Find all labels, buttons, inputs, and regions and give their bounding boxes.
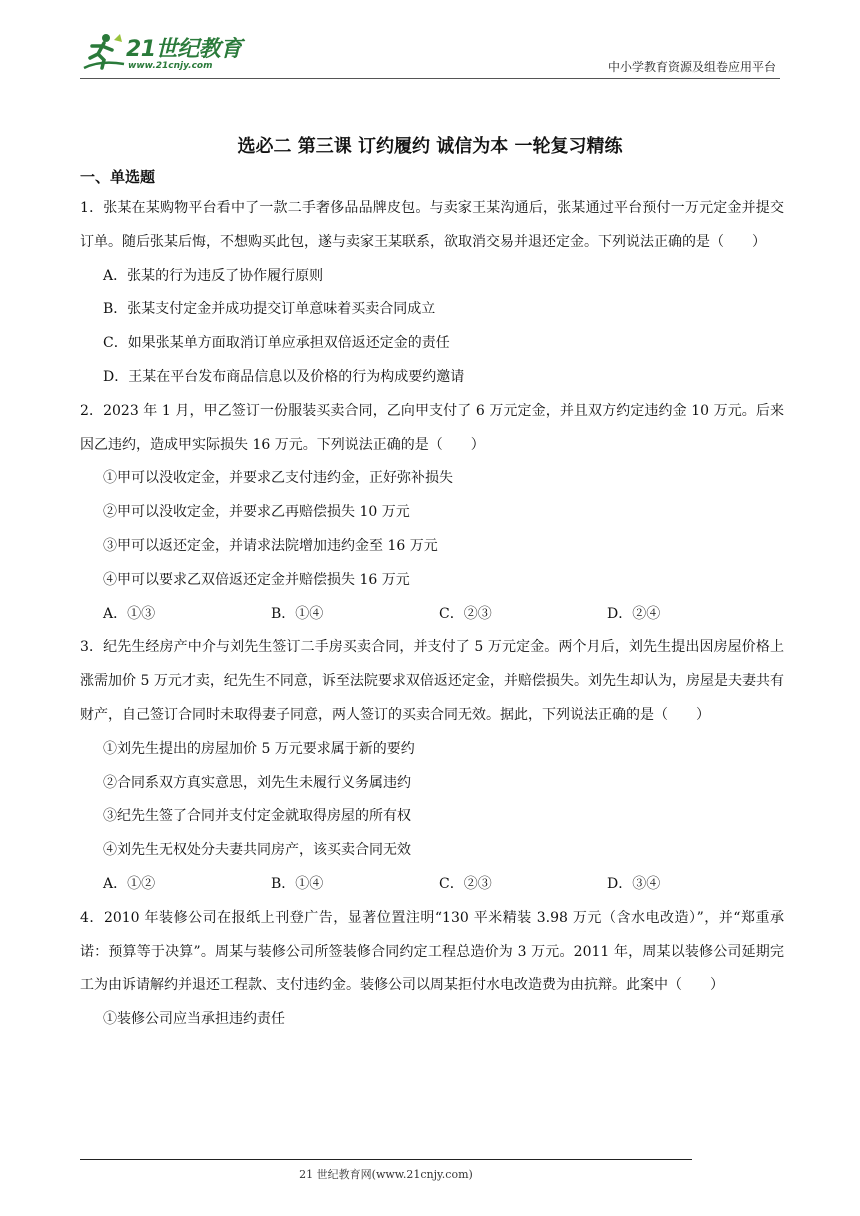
question-2-choice-b: B．①④ <box>271 605 324 622</box>
question-3-statement-3: ③纪先生签了合同并支付定金就取得房屋的所有权 <box>103 808 411 825</box>
question-list <box>80 192 784 1037</box>
question-2-statement-4: ④甲可以要求乙双倍返还定金并赔偿损失 16 万元 <box>103 571 410 588</box>
question-1-option-a: A．张某的行为违反了协作履行原则 <box>103 267 324 284</box>
question-3-choices <box>80 868 784 902</box>
question-1-stem: 1．张某在某购物平台看中了一款二手奢侈品品牌皮包。与卖家王某沟通后，张某通过平台预付一万元定金并提交订单。随后张某后悔，不想购买此包，遂与卖家王某联系，欲取消交易并退还定金。下列说法正确的是（ ） <box>80 200 784 250</box>
question-4-statement-1: ①装修公司应当承担违约责任 <box>103 1011 285 1028</box>
runner-logo-icon <box>80 30 126 74</box>
question-2-choice-d: D．②④ <box>607 605 661 622</box>
question-1-option-b: B．张某支付定金并成功提交订单意味着买卖合同成立 <box>103 301 436 318</box>
site-logo[interactable] <box>80 30 280 74</box>
question-3-choice-a: A．①② <box>103 875 156 892</box>
logo-url: www.21cnjy.com <box>128 61 213 71</box>
header-tagline: 中小学教育资源及组卷应用平台 <box>607 60 776 74</box>
question-3-statement-2: ②合同系双方真实意思，刘先生未履行义务属违约 <box>103 774 411 791</box>
page-title: 选必二 第三课 订约履约 诚信为本 一轮复习精练 <box>237 136 623 157</box>
question-3-statement-1: ①刘先生提出的房屋加价 5 万元要求属于新的要约 <box>103 740 415 757</box>
question-2-choices <box>80 598 784 632</box>
question-2-choice-c: C．②③ <box>439 605 492 622</box>
question-2-stem: 2．2023 年 1 月，甲乙签订一份服装买卖合同，乙向甲支付了 6 万元定金，并且双方约定违约金 10 万元。后来因乙违约，造成甲实际损失 16 万元。下列说法正确的是（ ） <box>80 402 784 453</box>
question-3-choice-b: B．①④ <box>271 875 324 892</box>
question-2-statement-2: ②甲可以没收定金，并要求乙再赔偿损失 10 万元 <box>103 504 410 521</box>
footer-divider <box>80 1159 692 1160</box>
question-2-statement-1: ①甲可以没收定金，并要求乙支付违约金，正好弥补损失 <box>103 470 453 487</box>
question-3-choice-d: D．③④ <box>607 875 661 892</box>
question-3-statement-4: ④刘先生无权处分夫妻共同房产，该买卖合同无效 <box>103 842 411 859</box>
question-3-choice-c: C．②③ <box>439 875 492 892</box>
question-4-stem: 4．2010 年装修公司在报纸上刊登广告，显著位置注明“130 平米精装 3.98 万元（含水电改造）”，并“郑重承诺：预算等于决算”。周某与装修公司所签装修合同约定工程总造价为 3 万元。2011 年，周某以装修公司延期完工为由诉请解约并退还工程款、支付违约金。装修公司以周某拒付水电改造费为由抗辩。此案中（ ） <box>80 909 784 994</box>
question-1-option-c: C．如果张某单方面取消订单应承担双倍返还定金的责任 <box>103 335 450 352</box>
question-2-choice-a: A．①③ <box>103 605 156 622</box>
question-3-stem: 3．纪先生经房产中介与刘先生签订二手房买卖合同，并支付了 5 万元定金。两个月后，刘先生提出因房屋价格上涨需加价 5 万元才卖，纪先生不同意，诉至法院要求双倍返还定金，并赔偿损失。刘先生却认为，房屋是夫妻共有财产，自己签订合同时未取得妻子同意，两人签订的买卖合同无效。据此，下列说法正确的是（ ） <box>80 639 784 723</box>
page-footer[interactable]: 21 世纪教育网(www.21cnjy.com) <box>299 1168 473 1181</box>
question-1-option-d: D．王某在平台发布商品信息以及价格的行为构成要约邀请 <box>103 368 465 385</box>
question-2-statement-3: ③甲可以返还定金，并请求法院增加违约金至 16 万元 <box>103 537 438 554</box>
section-heading: 一、单选题 <box>80 168 156 186</box>
page-header <box>80 30 780 79</box>
logo-text: 21世纪教育 <box>126 37 242 62</box>
